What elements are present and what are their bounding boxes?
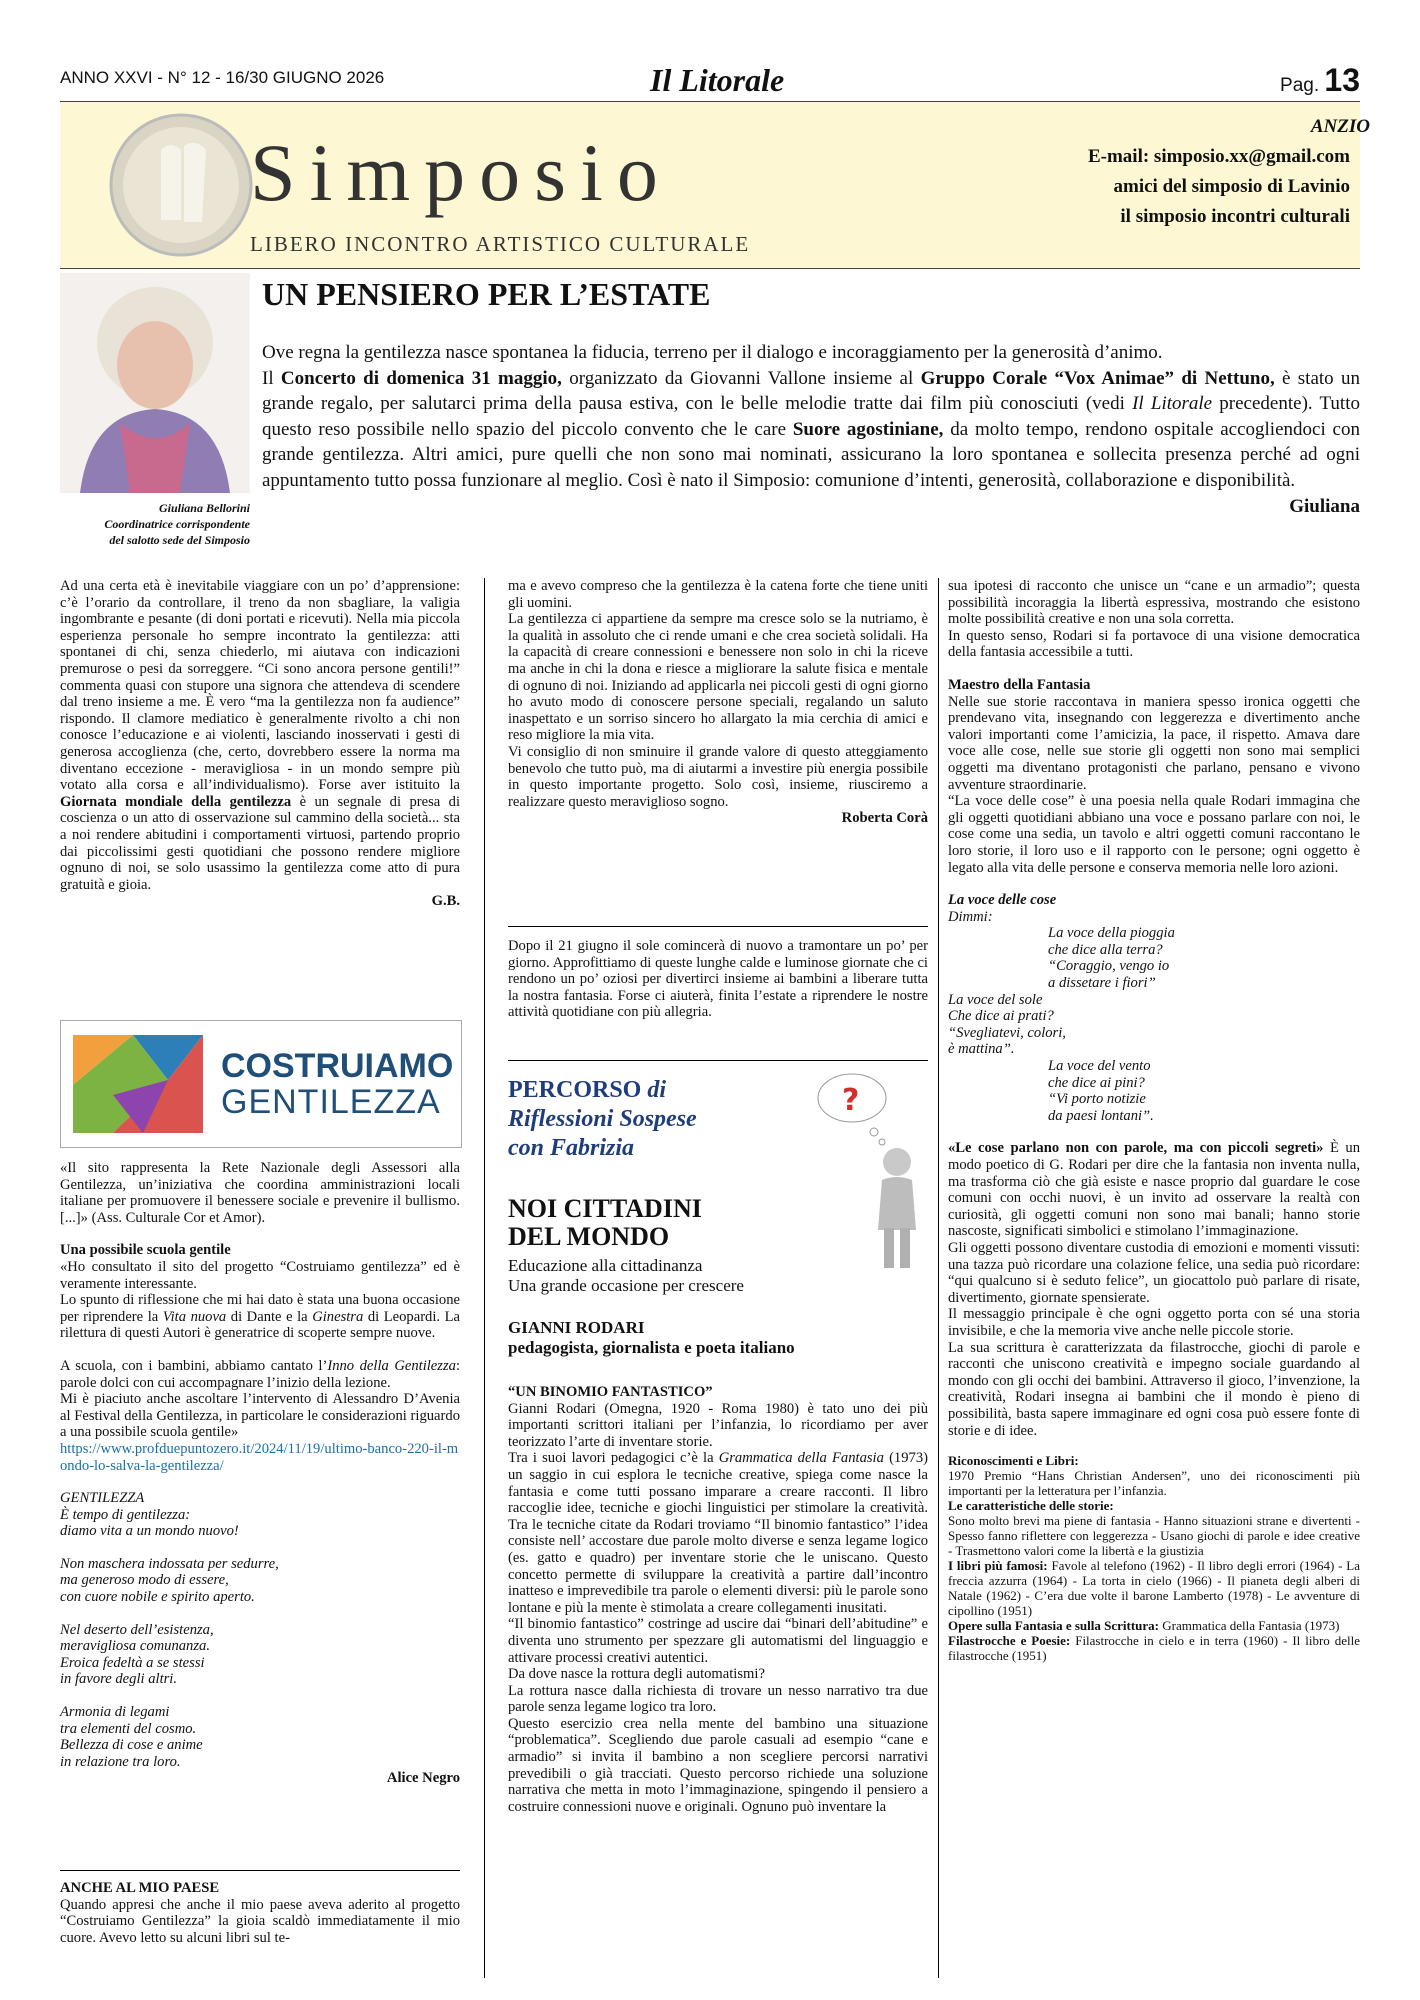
simposio-banner <box>60 101 1370 269</box>
intro-signature: Giuliana <box>1289 495 1360 517</box>
costruiamo-gentilezza-logo <box>60 1020 462 1148</box>
signature-roberta: Roberta Corà <box>841 810 928 827</box>
section-heading: NOI CITTADINI DEL MONDO <box>508 1194 702 1251</box>
page-number: Pag. 13 <box>1280 62 1360 98</box>
contact-facebook-1: amici del simposio di Lavinio <box>1113 176 1350 197</box>
thinking-figure-icon <box>812 1070 928 1270</box>
divider <box>60 1870 460 1871</box>
simposio-logo-icon <box>106 110 256 260</box>
mosaic-logo-icon <box>73 1035 203 1133</box>
column-rule <box>938 578 939 1978</box>
page-header <box>60 62 1360 98</box>
poem-voce-cose: Dimmi: La voce della pioggia che dice alla terra? “Coraggio, vengo io a dissetare i fiori” La voce del sole Che dice ai prati? “Svegliatevi, colori, è mattina”. La voce del vento che dice ai pini? “Vi porto notizie da paesi lontani”. <box>948 908 1175 1124</box>
column-2-article: ma e avevo compreso che la gentilezza è la catena forte che tiene uniti gli uomini. La gentilezza ci appartiene da sempre ma cresce solo se la nutriamo, è la qualità in assoluto che ci rende umani e che crea società solidali. Ha la capacità di creare connessioni e benessere non solo in chi la riceve ma anche in chi la dona e riesce a migliorare la salute fisica e mentale di ognuno di noi. Iniziando ad applicarla nei piccoli gesti di ogni giorno ho avuto modo di conoscere persone speciali, regalando un saluto inaspettato e un sorriso sincero ho allargato la mia cerchia di amici e reso migliore la mia vita. Vi consiglio di non sminuire il grande valore di questo atteggiamento benevolo che tutto può, ma di aiutarmi a investire più energia possibile in questo importante progetto. Solo così, insieme, riusciremo a realizzare questo meraviglioso sogno. Roberta Corà <box>508 578 928 827</box>
poem-gentilezza: GENTILEZZA È tempo di gentilezza: diamo vita a un mondo nuovo! Non maschera indossata per sedurre, ma generoso modo di essere, con cuore nobile e spirito aperto. Nel deserto dell’esistenza, meravigliosa comunanza. Eroica fedeltà a se stessi in favore degli altri. Armonia di legami tra elementi del cosmo. Bellezza di cose e anime in relazione tra loro. <box>60 1490 279 1770</box>
contact-city: ANZIO <box>1310 116 1370 137</box>
divider <box>508 1060 928 1061</box>
author-portrait <box>60 273 250 493</box>
column-rule <box>484 578 485 1978</box>
cg-line-2: GENTILEZZA <box>221 1083 441 1121</box>
heading-scuola-gentile: Una possibile scuola gentile <box>60 1242 231 1259</box>
article-title: UN PENSIERO PER L’ESTATE <box>262 276 711 312</box>
issue-info: ANNO XXVI - N° 12 - 16/30 GIUGNO 2026 <box>60 68 385 87</box>
heading-voce: La voce delle cose <box>948 892 1057 909</box>
newspaper-title: Il Litorale <box>650 62 785 98</box>
signature-gb: G.B. <box>431 893 460 910</box>
contact-email[interactable]: E-mail: simposio.xx@gmail.com <box>1087 146 1350 167</box>
cg-line-1: COSTRUIAMO <box>221 1047 454 1085</box>
rodari-heading: GIANNI RODARI pedagogista, giornalista e poeta italiano <box>508 1318 795 1357</box>
rodari-article: “UN BINOMIO FANTASTICO” Gianni Rodari (Omegna, 1920 - Roma 1980) è tato uno dei più importanti scrittori italiani per l’infanzia, lo ricordiamo per aver teorizzato l’arte di inventare storie. Tra i suoi lavori pedagogici c’è la Grammatica della Fantasia (1973) un saggio in cui esplora le tecniche creative, spiega come nasce la fantasia e come tutti possano imparare a creare racconti. Il libro raccoglie idee, tecniche e giochi linguistici per stimolare la creatività. Tra le tecniche citate da Rodari troviamo “Il binomio fantastico” l’idea consiste nell’ accostare due parole molto diverse e senza legame logico (es. gatto e quadro) per inventare storie che le uniscano. Questo concetto permette di sviluppare la creatività a partire dall’incontro inatteso e imprevedibile tra parole o elementi diversi: più le parole sono lontane e più la mente è stimolata a creare collegamenti inusitati. “Il binomio fantastico” costringe ad uscire dai “binari dell’abitudine” e diventa uno strumento per spezzare gli automatismi del linguaggio e attivare processi creativi autentici. Da dove nasce la rottura degli automatismi? La rottura nasce dalla richiesta di trovare un nesso narrativo tra due parole senza legame logico tra loro. Questo esercizio crea nella mente del bambino una situazione “problematica”. Scegliendo due parole casuali ad esempio “cane e armadio” si invita il bambino a non scegliere percorsi narrativi prevedibili o già tracciati. Questo percorso richiede una soluzione narrativa che metta in moto l’immaginazione, spingendo il pensiero a costruire connessioni nuove e originali. Ognuno può inventare la <box>508 1384 928 1815</box>
banner-subtitle: LIBERO INCONTRO ARTISTICO CULTURALE <box>250 232 751 256</box>
portrait-caption: Giuliana Bellorini Coordinatrice corrispondente del salotto sede del Simposio <box>104 501 250 547</box>
column-3-article: sua ipotesi di racconto che unisce un “cane e un armadio”; questa possibilità incoraggia la libertà espressiva, mostrando che esistono molte possibilità creative e non una sola corretta. In questo senso, Rodari si fa portavoce di una visione democratica della fantasia accessibile a tutti. Maestro della Fantasia Nelle sue storie raccontava in maniera spesso ironica oggetti che prendevano vita, insegnando con leggerezza e divertimento anche valori importanti come l’amicizia, la pace, il rispetto. Amava dare voce alle cose, nelle sue storie gli oggetti non sono mai semplici oggetti ma diventano protagonisti che parlano, pensano e vivono avventure straordinarie. “La voce delle cose” è una poesia nella quale Rodari immagina che gli oggetti quotidiani abbiano una voce e possano parlare con noi, le cose come una sedia, un tavolo e altri oggetti comuni raccontano le loro storie, il loro uso e il rapporto con le persone; ogni oggetto è legato alla vita delle persone e conserva memoria nelle loro azioni. La voce delle cose Dimmi: La voce della pioggia che dice alla terra? “Coraggio, vengo io a dissetare i fiori” La voce del sole Che dice ai prati? “Svegliatevi, colori, è mattina”. La voce del vento che dice ai pini? “Vi porto notizie da paesi lontani”. «Le cose parlano non con parole, ma con piccoli segreti» È un modo poetico di G. Rodari per dire che la fantasia non inventa nulla, ma trasforma ciò che già esiste e nasce proprio dal guardare le cose comuni con occhi nuovi, è un invito ad osservare la realtà con curiosità, gli oggetti comuni non sono mai banali; hanno storie nascoste, significati simbolici e stimolano l’immaginazione. Gli oggetti possono diventare custodia di emozioni e momenti vissuti: una tazza può ricordare una colazione felice, una sedia può ricordare: “qui qualcuno si è seduto felice”, un giocattolo può parlare di risate, divertimento, giornate spensierate. Il messaggio principale è che ogni oggetto porta con sé una storia invisibile, e che la memoria vive anche nelle piccole storie. La sua scrittura è caratterizzata da filastrocche, giochi di parole e racconti che uniscono creatività e impegno sociale guardando al mondo con gli occhi dei bambini. Attraverso il gioco, l’invenzione, la creatività, Rodari insegna ai bambini che il mondo è pieno di possibilità, basta sapere immaginare ed ogni cosa può essere fonte di storie e di idee. Riconoscimenti e Libri: 1970 Premio “Hans Christian Andersen”, uno dei riconoscimenti più importanti per la letteratura per l’infanzia. Le caratteristiche delle storie: Sono molto brevi ma piene di fantasia - Hanno situazioni strane e divertenti - Spesso fanno riflettere con leggerezza - Usano giochi di parole e idee creative - Trasmettono valori come la libertà e la giustizia I libri più famosi: Favole al telefono (1962) - Il libro degli errori (1964) - La freccia azzurra (1964) - La torta in cielo (1966) - Il pianeta degli alberi di Natale (1962) - C’era due volte il barone Lamberto (1978) - Le avventure di cipollino (1951) Opere sulla Fantasia e sulla Scrittura: Grammatica della Fantasia (1973) Filastrocche e Poesie: Filastrocche in cielo e in terra (1960) - Il libro delle filastrocche (1951) <box>948 578 1361 1664</box>
banner-title: Simposio <box>250 127 672 218</box>
summer-note: Dopo il 21 giugno il sole comincerà di nuovo a tramontare un po’ per giorno. Approfittiamo di queste lunghe calde e luminose giornate che ci rendono un po’ oziosi per divertirci insieme ai bambini a liberare tutta la nostra fantasia. Forse ci aiuterà, finita l’estate a riprendere le nostre attività quotidiane con più allegria. <box>508 938 928 1021</box>
article-paese: ANCHE AL MIO PAESE Quando appresi che anche il mio paese aveva aderito al progetto “Costruiamo Gentilezza” la gioia scaldò immediatamente il mio cuore. Avevo letto su alcuni libri sul te- <box>60 1880 460 1946</box>
divider <box>508 926 928 927</box>
contact-box <box>970 112 1370 232</box>
column-1-continued: «Il sito rappresenta la Rete Nazionale degli Assessori alla Gentilezza, un’iniziativa che coordina amministrazioni locali italiane per promuovere il benessere sociale e prevenire il bullismo. [...]» (Ass. Culturale Cor et Amor). Una possibile scuola gentile «Ho consultato il sito del progetto “Costruiamo gentilezza” ed è veramente interessante. Lo spunto di riflessione che mi hai dato è stata una buona occasione per riprendere la Vita nuova di Dante e la Ginestra di Leopardi. La rilettura di questi Autori è generatrice di scoperte sempre nuove. A scuola, con i bambini, abbiamo cantato l’Inno della Gentilezza: parole dolci con cui accompagnare l’inizio della lezione. Mi è piaciuto anche ascoltare l’intervento di Alessandro D’Avenia al Festival della Gentilezza, in particolare le considerazioni riguardo a una possibile scuola gentile» https://www.profduepuntozero.it/2024/11/19/ultimo-banco-220-il-mondo-lo-salva-la-gentilezza/ GENTILEZZA È tempo di gentilezza: diamo vita a un mondo nuovo! Non maschera indossata per sedurre, ma generoso modo di essere, con cuore nobile e spirito aperto. Nel deserto dell’esistenza, meravigliosa comunanza. Eroica fedeltà a se stessi in favore degli altri. Armonia di legami tra elementi del cosmo. Bellezza di cose e anime in relazione tra loro. Alice Negro <box>60 1160 461 1787</box>
heading-maestro: Maestro della Fantasia <box>948 676 1091 693</box>
contact-facebook-2: il simposio incontri culturali <box>1120 206 1350 227</box>
binomio-heading: “UN BINOMIO FANTASTICO” <box>508 1384 713 1400</box>
signature-alice: Alice Negro <box>386 1770 460 1787</box>
article-link[interactable]: https://www.profduepuntozero.it/2024/11/19/ultimo-banco-220-il-mondo-lo-salva-la-gentilezza/ <box>60 1440 459 1474</box>
column-1-article: Ad una certa età è inevitabile viaggiare con un po’ d’apprensione: c’è l’orario da controllare, il treno da non sbagliare, la valigia ingombrante e pesante (di doni portati e ricevuti). Nella mia piccola esperienza personale ho sempre incontrato la gentilezza: atti spontanei di chi, senza chiederlo, mi aiutava con indicazioni premurose o pesi da sorreggere. “Ci sono ancora persone gentili!” commenta quasi con stupore una signora che attendeva di scendere dal treno insieme a me. È vero “ma la gentilezza non fa audience” rispondo. Il clamore mediatico è generalmente rivolto a chi non conosce l’educazione e ai violenti, lasciando inosservati i gesti di generosa accoglienza (che, certo, dovrebbero essere la norma ma diventano eccezione - meravigliosa - in un mondo sempre più votato alla corsa e all’individualismo). Forse aver istituito la Giornata mondiale della gentilezza è un segnale di presa di coscienza o un atto di osservazione sul cammino della società... sta a noi rendere abitudini i comportamenti virtuosi, partendo proprio dai piccolissimi gesti quotidiani che possono rendere migliore ognuno di noi, se solo usassimo la gentilezza come atto di pura gratuità e gioia. G.B. <box>60 578 461 910</box>
rodari-bibliography: Riconoscimenti e Libri: 1970 Premio “Hans Christian Andersen”, uno dei riconoscimenti più importanti per la letteratura per l’infanzia. Le caratteristiche delle storie: Sono molto brevi ma piene di fantasia - Hanno situazioni strane e divertenti - Spesso fanno riflettere con leggerezza - Usano giochi di parole e idee creative - Trasmettono valori come la libertà e la giustizia I libri più famosi: Favole al telefono (1962) - Il libro degli errori (1964) - La freccia azzurra (1964) - La torta in cielo (1966) - Il pianeta degli alberi di Natale (1962) - C’era due volte il barone Lamberto (1978) - Le avventure di cipollino (1951) Opere sulla Fantasia e sulla Scrittura: Grammatica della Fantasia (1973) Filastrocche e Poesie: Filastrocche in cielo e in terra (1960) - Il libro delle filastrocche (1951) <box>948 1453 1360 1664</box>
intro-article: Ove regna la gentilezza nasce spontanea la fiducia, terreno per il dialogo e incoraggiamento per la generosità d’animo. Il Concerto di domenica 31 maggio, organizzato da Giovanni Vallone insieme al Gruppo Corale “Vox Animae” di Nettuno, è stato un grande regalo, per salutarci prima della pausa estiva, con le belle melodie tratte dai film più conosciuti (vedi Il Litorale precedente). Tutto questo reso possibile nello spazio del piccolo convento che le care Suore agostiniane, da molto tempo, rendono ospitale accogliendoci con grande gentilezza. Altri amici, pure quelli che non sono mai nominati, assicurano la loro spontanea e sollecita presenza perché ad ogni appuntamento tutto possa funzionare al meglio. Così è nato il Simposio: comunione d’intenti, generosità, collaborazione e disponibilità. Giuliana <box>262 340 1360 519</box>
percorso-heading: PERCORSO di Riflessioni Sospese con Fabrizia <box>508 1077 697 1161</box>
section-subheading: Educazione alla cittadinanza Una grande occasione per crescere <box>508 1256 744 1295</box>
svg-text:?: ? <box>842 1083 860 1118</box>
heading-paese: ANCHE AL MIO PAESE <box>60 1880 220 1896</box>
